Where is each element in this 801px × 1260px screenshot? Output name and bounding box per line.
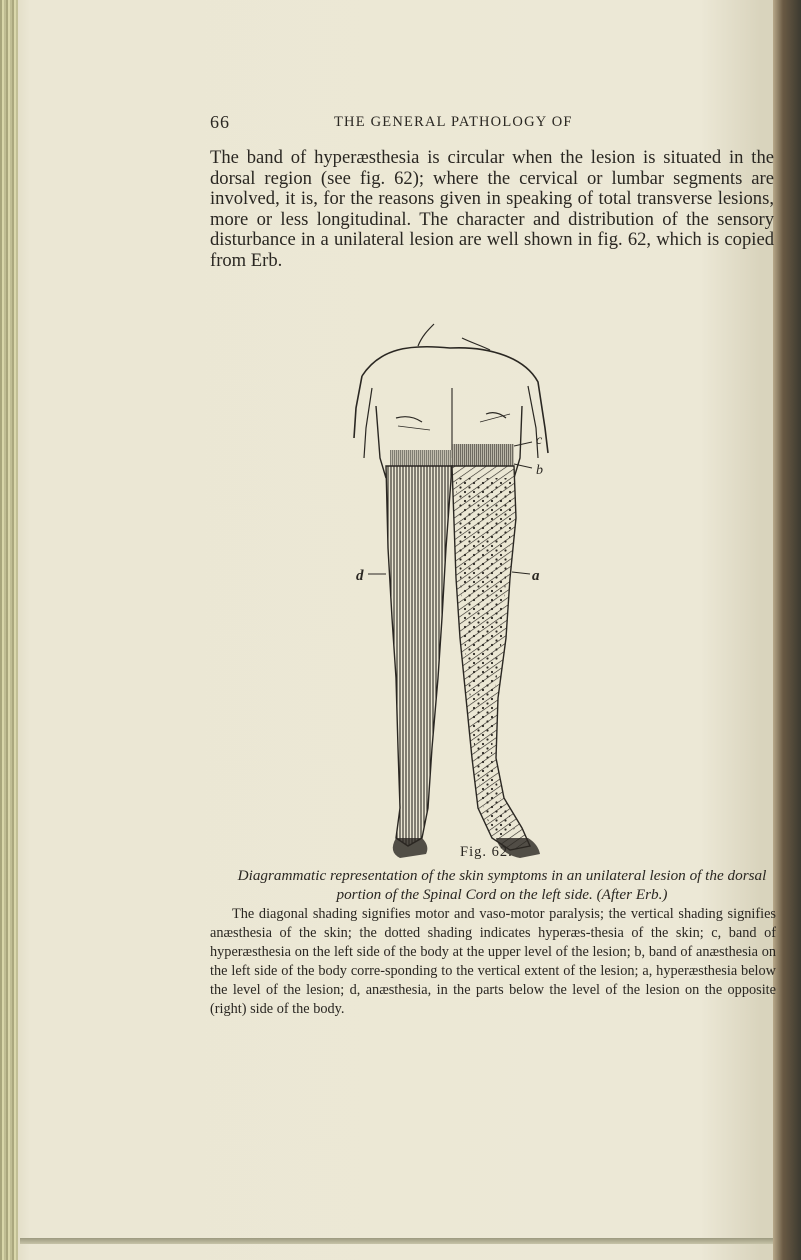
page-bottom-edge xyxy=(20,1238,773,1244)
lower-body-diagram xyxy=(300,318,580,858)
label-a: a xyxy=(532,568,540,584)
band-c-hyperaesthesia xyxy=(452,444,514,456)
page-number: 66 xyxy=(210,112,230,132)
left-arm-outline xyxy=(354,376,362,438)
running-head: THE GENERAL PATHOLOGY OF xyxy=(334,114,573,130)
pointer-a xyxy=(512,572,530,574)
figure-62-diagram xyxy=(300,318,580,858)
label-b: b xyxy=(536,463,543,478)
pointer-c xyxy=(514,442,532,446)
body-paragraph: The band of hyperæsthesia is circular when the lesion is situated in the dorsal region (see fig. 62); where the cervical or lumbar segments are involved, it is, for the reasons given in speaking of total transverse lesions, more or less longitudinal. The character and distribution of the sensory disturbance in a unilateral lesion are well shown in fig. 62, which is copied from Erb. xyxy=(210,147,774,271)
right-leg-anaesthesia-d xyxy=(386,466,452,846)
figure-legend: The diagonal shading signifies motor and vaso-motor paralysis; the vertical shading signifies anæsthesia of the skin; the dotted shading indicates hyperæs-thesia of the skin; c, band of hyperæsthesia on the left side of the body at the upper level of the lesion; b, band of anæsthesia on the left side of the body corre-sponding to the vertical extent of the lesion; a, hyperæsthesia below the level of the lesion; d, anæsthesia, in the parts below the level of the lesion on the opposite (right) side of the body. xyxy=(210,906,776,1017)
page-right-edge xyxy=(773,0,801,1260)
label-c: c xyxy=(536,433,543,448)
shoulder-outline xyxy=(362,347,548,453)
book-spine-edge xyxy=(0,0,18,1260)
figure-caption-title: Diagrammatic representation of the skin symptoms in an unilateral lesion of the dorsal portion of the Spinal Cord on the left side. (After Erb.) xyxy=(237,867,767,903)
figure-number: Fig. 62. xyxy=(460,844,513,860)
right-foot xyxy=(393,838,428,858)
label-d: d xyxy=(356,568,364,584)
page-header xyxy=(210,112,670,134)
